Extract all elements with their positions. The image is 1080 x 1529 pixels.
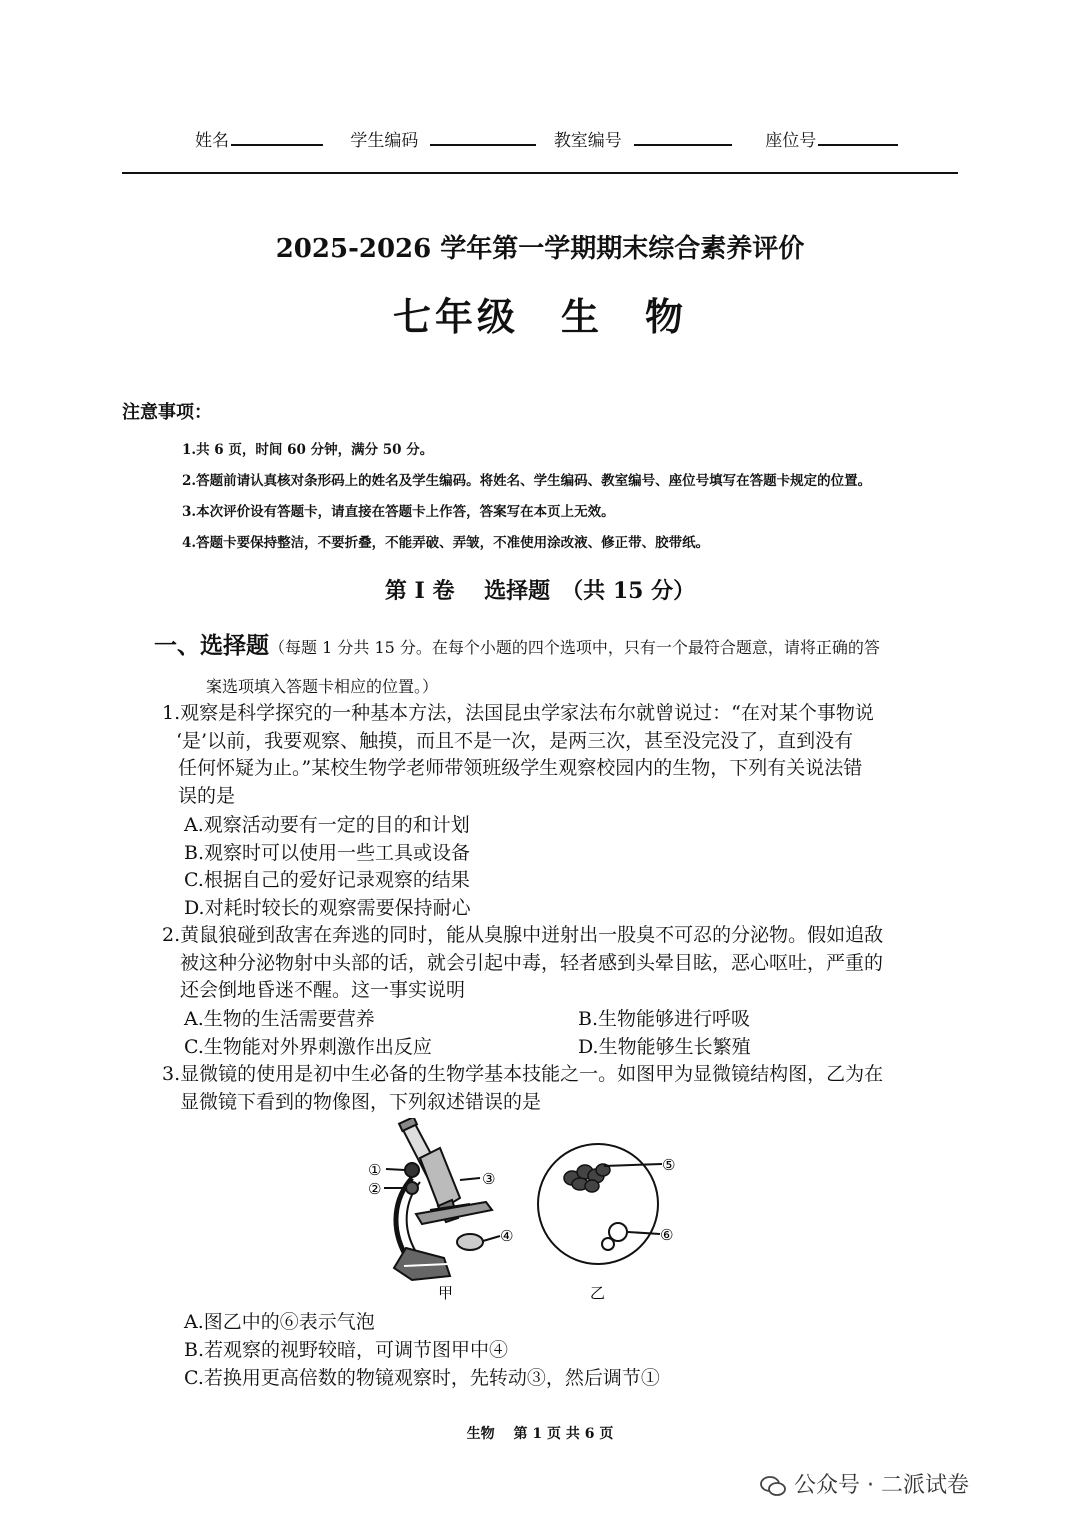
student-code-label: 学生编码	[350, 131, 419, 151]
notice-heading: 注意事项：	[122, 402, 212, 423]
figure-caption-a: 甲	[438, 1284, 454, 1302]
question-line: ‘是’以前，我要观察、触摸，而且不是一次，是两三次，甚至没完没了，直到没有	[176, 729, 854, 752]
notice-item: 4.答题卡要保持整洁，不要折叠，不能弄破、弄皱，不准使用涂改液、修正带、胶带纸。	[182, 535, 710, 551]
notice-item: 2.答题前请认真核对条形码上的姓名及学生编码。将姓名、学生编码、教室编号、座位号填写在答题卡规定的位置。	[182, 473, 872, 489]
question-2	[162, 922, 962, 1005]
question-1	[162, 700, 962, 810]
q1-option-a: A.观察活动要有一定的目的和计划	[184, 814, 470, 836]
question-3	[162, 1061, 962, 1116]
figure-label-4: ④	[500, 1227, 514, 1245]
question-line: 还会倒地昏迷不醒。这一事实说明	[180, 979, 466, 1001]
field-of-view-drawing	[538, 1144, 662, 1264]
q3-option-b: B.若观察的视野较暗，可调节图甲中④	[184, 1339, 509, 1361]
name-blank[interactable]	[231, 128, 323, 146]
question-line: 显微镜下看到的物像图，下列叙述错误的是	[180, 1090, 542, 1113]
q2-option-d: D.生物能够生长繁殖	[578, 1036, 751, 1058]
name-label: 姓名	[195, 131, 229, 151]
q1-option-b: B.观察时可以使用一些工具或设备	[184, 842, 471, 864]
q1-option-c: C.根据自己的爱好记录观察的结果	[184, 869, 470, 891]
question-line: 被这种分泌物射中头部的话，就会引起中毒，轻者感到头晕目眩，恶心呕吐，严重的	[180, 951, 884, 974]
figure-label-1: ①	[368, 1161, 382, 1179]
figure-label-2: ②	[368, 1180, 382, 1198]
part-description: （每题 1 分共 15 分。在每个小题的四个选项中，只有一个最符合题意，请将正确的答	[269, 638, 880, 657]
section-title: 第 I 卷 选择题 （共 15 分）	[384, 578, 696, 604]
figure-label-3: ③	[482, 1170, 496, 1188]
part-heading-block	[154, 632, 974, 662]
figure-label-5: ⑤	[662, 1156, 676, 1174]
figure-caption-b: 乙	[590, 1284, 606, 1300]
notice-item: 3.本次评价设有答题卡，请直接在答题卡上作答，答案写在本页上无效。	[182, 504, 615, 520]
watermark	[760, 1468, 969, 1499]
classroom-label: 教室编号	[553, 131, 622, 151]
q2-option-b: B.生物能够进行呼吸	[578, 1008, 751, 1030]
q1-option-d: D.对耗时较长的观察需要保持耐心	[184, 897, 471, 919]
q3-option-c: C.若换用更高倍数的物镜观察时，先转动③，然后调节①	[184, 1367, 660, 1389]
exam-title: 2025-2026 学年第一学期期末综合素养评价	[275, 234, 805, 264]
microscope-drawing	[384, 1118, 500, 1280]
field-of-view-figure	[530, 1140, 690, 1300]
question-line: 任何怀疑为止。”某校生物学老师带领班级学生观察校园内的生物，下列有关说法错	[178, 757, 863, 779]
student-info-fields	[195, 126, 898, 151]
question-line: 3.显微镜的使用是初中生必备的生物学基本技能之一。如图甲为显微镜结构图，乙为在	[162, 1063, 884, 1085]
subject-title: 七年级 生 物	[392, 294, 687, 339]
question-line: 2.黄鼠狼碰到敌害在奔逃的同时，能从臭腺中迸射出一股臭不可忍的分泌物。假如追敌	[162, 924, 884, 946]
watermark-text: 公众号 · 二派试卷	[794, 1473, 969, 1498]
q2-option-a: A.生物的生活需要营养	[184, 1008, 375, 1030]
microscope-figure	[360, 1118, 530, 1303]
classroom-blank[interactable]	[634, 128, 732, 146]
student-code-blank[interactable]	[430, 128, 536, 146]
part-heading: 一、选择题	[154, 632, 269, 659]
question-line: 1.观察是科学探究的一种基本方法，法国昆虫学家法布尔就曾说过：“在对某个事物说	[162, 702, 874, 724]
wechat-icon	[760, 1476, 786, 1496]
part-description-cont: 案选项填入答题卡相应的位置。）	[206, 677, 439, 696]
seat-label: 座位号	[765, 131, 817, 151]
header-divider	[122, 172, 958, 174]
figure-label-6: ⑥	[660, 1226, 674, 1244]
q2-option-c: C.生物能对外界刺激作出反应	[184, 1036, 432, 1058]
question-line: 误的是	[178, 784, 236, 807]
q3-option-a: A.图乙中的⑥表示气泡	[184, 1311, 375, 1333]
notice-item: 1.共 6 页，时间 60 分钟，满分 50 分。	[182, 442, 434, 458]
seat-blank[interactable]	[818, 128, 898, 146]
page-footer: 生物 第 1 页 共 6 页	[466, 1426, 614, 1442]
